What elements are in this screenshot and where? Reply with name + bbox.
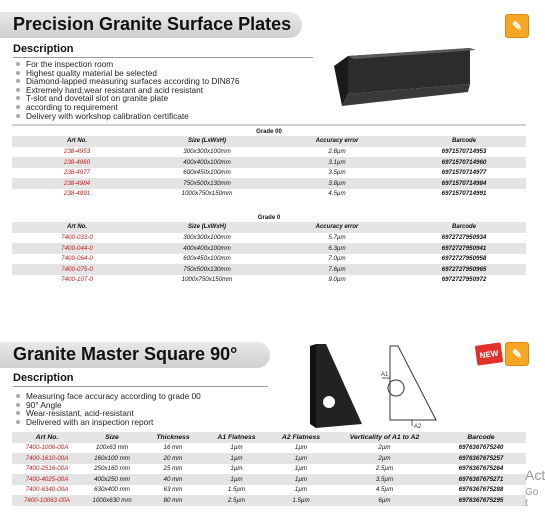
bullet-text: Diamond-lapped measuring surfaces according to DIN876 [26,76,240,87]
section1-description-heading: Description [13,43,74,55]
table-cell: 2µm [378,444,391,452]
bullet-icon [16,71,20,75]
bullet-text: Highest quality material be selected [26,67,157,78]
table-cell: 400x400x100mm [142,157,272,168]
table-cell: 3.5µm [333,474,436,485]
bullet-icon [16,394,20,398]
watermark-line2: Go t [525,487,539,509]
table-row [12,443,526,454]
table-row [12,157,526,168]
column-header: Thickness [142,432,204,443]
table-cell: 7400-6340-00A [25,486,69,494]
table-cell: 6976367675257 [436,453,526,464]
table-cell: 1.5µm [227,486,246,494]
table-row [12,147,526,158]
table-cell: 1µm [204,453,269,464]
table-cell: 6976367675271 [436,474,526,485]
table-row [12,495,526,506]
table-cell: 7400-075-0 [12,264,142,275]
section2-bullet-list [14,392,201,426]
table-cell: 238-4984 [12,178,142,189]
bullet-item [14,418,201,427]
table-cell: 7400-064-0 [61,255,93,263]
column-header: Art No. [12,432,82,443]
table-cell: 9.0µm [328,276,346,284]
bullet-text: according to requirement [26,101,118,112]
table-cell: 300x300x100mm [183,234,231,242]
grade-label: Grade 0 [257,214,281,221]
table-row [12,464,526,475]
column-header: Barcode [436,432,526,443]
table-cell: 6972727950958 [441,255,487,263]
table-cell: 6976367675264 [458,465,504,473]
bullet-text: Measuring face accuracy according to grade 00 [26,391,201,401]
table-cell: 160x100 mm [82,453,142,464]
table-cell: 6971570714984 [402,178,526,189]
column-header: A2 Flatness [269,432,333,443]
table-cell: 600x450x100mm [183,169,231,177]
column-header: Accuracy error [272,222,402,233]
table-cell: 20 mm [142,453,204,464]
table-cell: 750x500x130mm [142,178,272,189]
table-cell: 250x160 mm [94,465,130,473]
table-cell: 7400-1610-00A [12,453,82,464]
table-cell: 4.5µm [328,190,346,198]
column-header: Barcode [402,136,526,147]
table-cell: 1000x750x150mm [181,190,233,198]
table-cell: 3.1µm [272,157,402,168]
column-header: Barcode [402,222,526,233]
table-cell: 2.5µm [375,465,394,473]
column-header: Verticality of A1 to A2 [333,432,436,443]
table-cell: 238-4991 [63,190,91,198]
watermark-line1: Act [525,467,545,483]
table-separator [12,124,526,126]
table-cell: 7400-4025-00A [12,474,82,485]
table-cell: 238-4977 [63,169,91,177]
column-header: Size (LxWxH) [142,136,272,147]
table-row [12,275,526,286]
table-cell: 2µm [333,453,436,464]
table-cell: 1µm [294,486,308,494]
table-row [12,254,526,265]
bullet-text: For the inspection room [26,59,114,69]
table-cell: 1µm [230,465,243,473]
bullet-item [14,112,240,121]
section2-description-divider [13,386,268,387]
table-row [12,474,526,485]
table-cell: 6971570714991 [441,190,487,198]
table-cell: 25 mm [163,465,183,473]
table-cell: 6972727950965 [402,264,526,275]
certificate-badge-icon: ✎ [505,14,529,38]
bullet-icon [16,96,20,100]
section1-bullet-list [14,60,240,120]
section2-title: Granite Master Square 90° [13,344,238,364]
table-cell: 7400-044-0 [12,243,142,254]
new-badge: NEW [475,342,504,365]
table-cell: 1000x630 mm [82,495,142,506]
table-cell: 750x500x130mm [142,264,272,275]
table-row [12,178,526,189]
table-cell: 238-4960 [12,157,142,168]
certificate-badge-icon: ✎ [505,342,529,366]
grade0-table [12,213,526,285]
table-cell: 4.5µm [375,486,394,494]
table-cell: 7400-107-0 [61,276,93,284]
table-cell: 100x63 mm [95,444,129,452]
table-cell: 63 mm [163,486,183,494]
section2-description-heading: Description [13,372,74,384]
table-cell: 1µm [269,453,333,464]
table-cell: 3.8µm [272,178,402,189]
table-cell: 1µm [204,474,269,485]
table-cell: 7400-2516-00A [25,465,69,473]
section1-title-banner [0,12,302,38]
bullet-icon [16,88,20,92]
table-cell: 1µm [230,444,243,452]
table-cell: 6972727950934 [441,234,487,242]
table-cell: 6972727950972 [441,276,487,284]
granite-surface-plate-image [330,44,480,114]
table-cell: 7400-1006-00A [25,444,69,452]
table-cell: 5.7µm [328,234,346,242]
column-header: Art No. [12,222,142,233]
table-cell: 6972727950941 [402,243,526,254]
section1-description-divider [13,57,313,58]
bullet-text: Delivered with an inspection report [26,416,154,427]
bullet-icon [16,62,20,66]
table-row [12,189,526,200]
bullet-icon [16,79,20,83]
table-cell: 300x300x100mm [183,148,231,156]
table-cell: 238-4953 [63,148,91,156]
table-cell: 7.0µm [328,255,346,263]
grade-label: Grade 00 [256,128,282,135]
table-cell: 6µm [333,495,436,506]
table-row [12,453,526,464]
column-header: Accuracy error [272,136,402,147]
table-cell: 7.6µm [272,264,402,275]
bullet-text: T-slot and dovetail slot on granite plate [26,93,169,104]
table-cell: 7400-10063-00A [12,495,82,506]
table-cell: 80 mm [142,495,204,506]
bullet-icon [16,114,20,118]
master-square-table [12,432,526,506]
bullet-text: Wear-resistant, acid-resistant [26,408,134,419]
table-cell: 400x250 mm [82,474,142,485]
bullet-text: Delivery with workshop calibration certificate [26,110,189,121]
table-row [12,243,526,254]
table-row [12,168,526,179]
column-header: Art No. [12,136,142,147]
diagram-label-a1: A1 [381,372,389,378]
table-cell: 1000x750x150mm [181,276,233,284]
bullet-icon [16,105,20,109]
column-header: A1 Flatness [204,432,269,443]
table-cell: 6.3µm [272,243,402,254]
table-cell: 16 mm [163,444,183,452]
table-row [12,233,526,244]
bullet-text: Extremely hard,wear resistant and acid resistant [26,84,204,95]
table-cell: 6976367675295 [436,495,526,506]
table-cell: 6971570714953 [441,148,487,156]
table-cell: 400x400x100mm [142,243,272,254]
section2-title-banner [0,342,270,368]
bullet-icon [16,411,20,415]
granite-square-image [296,340,366,432]
table-cell: 2.8µm [328,148,346,156]
table-cell: 600x450x100mm [183,255,231,263]
square-dimension-diagram [378,340,450,430]
table-cell: 6976367675288 [458,486,504,494]
table-cell: 630x400 mm [94,486,130,494]
section1-title: Precision Granite Surface Plates [13,14,292,34]
table-cell: 1µm [294,465,308,473]
table-row [12,264,526,275]
grade00-table [12,127,526,199]
table-cell: 6971570714977 [441,169,487,177]
table-cell: 1µm [269,474,333,485]
bullet-text: 90° Angle [26,399,62,410]
column-header: Size (LxWxH) [142,222,272,233]
table-cell: 1.5µm [269,495,333,506]
diagram-label-a2: A2 [414,424,422,430]
table-cell: 6976367675240 [458,444,504,452]
table-cell: 7400-033-0 [61,234,93,242]
table-cell: 40 mm [142,474,204,485]
column-header: Size [82,432,142,443]
table-cell: 2.5µm [204,495,269,506]
bullet-icon [16,420,20,424]
bullet-icon [16,403,20,407]
table-cell: 1µm [294,444,308,452]
table-cell: 6971570714960 [402,157,526,168]
table-row [12,485,526,496]
table-cell: 3.5µm [328,169,346,177]
